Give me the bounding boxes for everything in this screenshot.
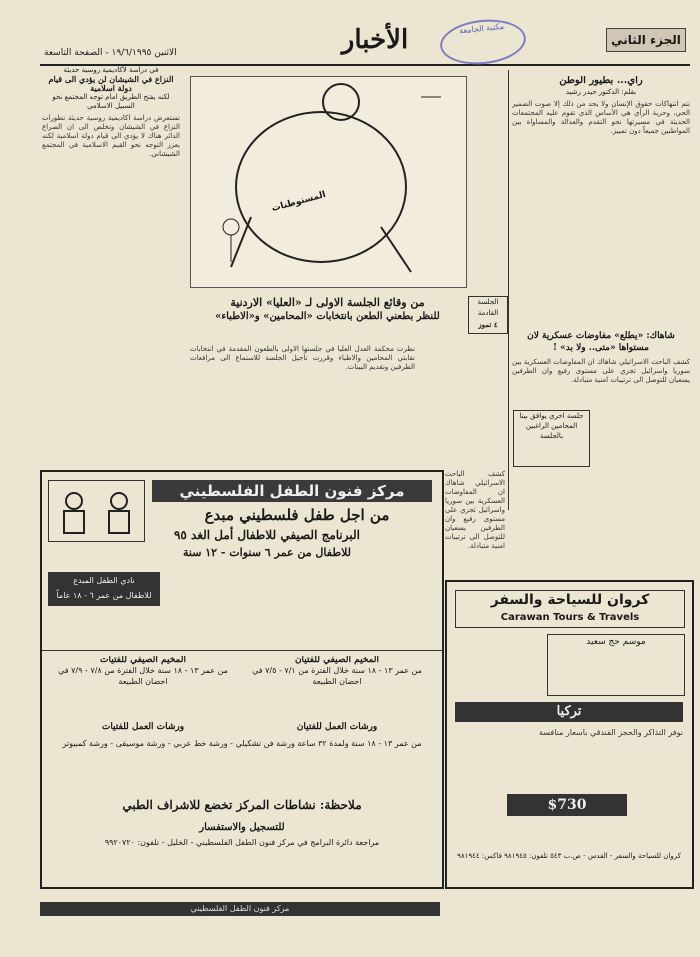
ad-contact: مراجعة دائرة البرامج في مركز فنون الطفل الفلسطيني - الخليل - تلفون: ٩٩٢٠٧٢٠: [104, 838, 380, 847]
cartoon-drawing: [191, 77, 466, 287]
right-article-title: رأي... بطيور الوطن: [559, 76, 643, 86]
right-middle-title: شاهاك: «يطلع» مفاوضات عسكرية لان مستواها «متى.. ولا بد» !: [527, 331, 675, 353]
left-article-title: النزاع في الشيشان لن يؤدي الى قيام دولة اسلامية: [48, 74, 174, 93]
political-cartoon: [190, 76, 467, 288]
middle-article-title: من وقائع الجلسة الاولى لـ «العليا» الاردنية: [230, 296, 425, 309]
section-label: الجزء الثاني: [606, 28, 686, 52]
boys-camp: [242, 656, 432, 711]
ad-footer: مركز فنون الطفل الفلسطيني: [40, 902, 440, 916]
masthead: [40, 12, 690, 66]
middle-article-subtitle: للنظر بطعني الطعن بانتخابات «المحامين» و«الاطباء»: [215, 311, 440, 322]
middle-article-header: [190, 296, 465, 338]
workshop-text: من عمر ١٣ - ١٨ سنة ولمدة ٣٢ ساعة ورشة فن تشكيلي - ورشة خط عربي - ورشة موسيقى - ورشة كمبيوتر: [62, 739, 422, 748]
left-article-kicker: في دراسة لأكاديمية روسية حديثة: [63, 66, 159, 74]
girls-camp-text: من عمر ١٣ - ١٨ سنة خلال الفترة من ٧/٨ - ٧/٩ في احضان الطبيعة: [58, 666, 228, 686]
library-stamp: مكتبة الجامعة: [438, 16, 528, 69]
date-line: الاثنين ١٩/٦/١٩٩٥ - الصفحة التاسعة: [44, 48, 177, 58]
girls-camp: [48, 656, 238, 711]
travel-ad: [445, 580, 694, 889]
travel-footer: كروان للسياحة والسفر - القدس - ص.ب ٥٤٣ تلفون: ٩٨١٩٤٥ فاكس: ٩٨١٩٤٤: [457, 852, 681, 860]
girls-camp-title: المخيم الصيفي للفتيات: [100, 656, 186, 665]
travel-logo: [455, 590, 685, 628]
right-article-byline: بقلم: الدكتور حيدر رشيد: [565, 88, 637, 96]
trip-price: $730: [507, 794, 627, 816]
ad-divider: [42, 650, 442, 651]
next-session-box: [468, 296, 508, 334]
left-article-subtitle: لكنه يفتح الطريق امام توجه المجتمع نحو السبيل الاسلامي: [52, 93, 170, 110]
travel-offer: نوفر التذاكر والحجز الفندقي باسعار منافسة: [538, 728, 683, 737]
club-box: [48, 572, 160, 606]
ad-logo: [48, 480, 145, 542]
right-middle-body: كشف الباحث الاسرائيلي شاهاك ان المفاوضات العسكرية بين سوريا واسرائيل تجري على مستوى رفيع وان الطرفين يسعيان للتوصل الى ترتيبات امنية متبادلة.: [512, 358, 690, 384]
boys-workshop-title: ورشات العمل للفتيان: [296, 722, 378, 732]
next-session-date: ٤ تموز: [478, 320, 498, 329]
ad-headline: من اجل طفل فلسطيني مبدع: [204, 506, 390, 524]
right-article: [512, 76, 690, 316]
travel-name-en: Carawan Tours & Travels: [500, 612, 640, 623]
children-arts-ad: [40, 470, 444, 889]
cartoon-label: المستوطنات: [270, 189, 327, 215]
ad-org-banner: مركز فنون الطفل الفلسطيني: [152, 480, 432, 502]
trip-title: تركيا: [455, 702, 683, 722]
middle-article-body: نظرت محكمة العدل العليا في جلستها الاولى بالطعون المقدمة في انتخابات نقابتي المحامين والاطباء وقررت تأجيل الجلسة للاستماع الى مرافعات الطرفين وتقديم البينات.: [190, 345, 415, 371]
girls-workshop-title: ورشات العمل للفتيات: [101, 722, 185, 732]
travel-name-ar: كروان للسياحة والسفر: [490, 592, 650, 608]
next-session-label: الجلسة القادمة: [477, 298, 499, 317]
travel-tagline: موسم حج سعيد: [547, 634, 685, 696]
right-article-body: تتم انتهاكات حقوق الإنسان ولا يحد من ذلك إلا صوت الضمير الحي، وحرية الرأي هي الأساس الذي تقوم عليه المجتمعات الحديثة في مسيرتها نحو التقدم والعدالة والمساواة بين المواطنين جميعاً دون تمييز.: [512, 100, 690, 135]
small-note-box: جلسة اخرى يوافق بينا المحامين الراغبين بالجلسة: [513, 410, 590, 467]
ad-ages: للاطفال من عمر ٦ سنوات - ١٢ سنة: [182, 546, 352, 559]
boys-camp-title: المخيم الصيفي للفتيان: [294, 656, 380, 665]
ad-program: البرنامج الصيفي للاطفال أمل الغد ٩٥: [173, 528, 360, 542]
club-ages: للاطفال من عمر ٦ - ١٨ عاماً: [56, 591, 152, 600]
column-divider: [508, 70, 509, 510]
boys-camp-text: من عمر ١٣ - ١٨ سنة خلال الفترة من ٧/١ - ٧/٥ في احضان الطبيعة: [252, 666, 422, 686]
children-logo-icon: [49, 481, 144, 541]
club-title: نادي الطفل المبدع: [73, 576, 135, 585]
lower-middle-text: كشف الباحث الاسرائيلي شاهاك ان المفاوضات العسكرية بين سوريا واسرائيل تجري على مستوى رفيع وان الطرفين يسعيان للتوصل الى ترتيبات امنية متبادلة.: [445, 470, 505, 550]
ad-note: ملاحظة: نشاطات المركز تخضع للاشراف الطبي: [122, 798, 362, 812]
left-article-body: تستعرض دراسة اكاديمية روسية حديثة تطورات النزاع في الشيشان وتخلص الى ان الصراع الدائر هناك لا يؤدي الى قيام دولة اسلامية لكنه يعزز التوجه نحو القيم الاسلامية في المجتمع الشيشاني.: [42, 114, 180, 158]
ad-register: للتسجيل والاستفسار: [199, 822, 285, 833]
left-article: [42, 66, 180, 461]
newspaper-logo: الأخبار: [341, 25, 409, 55]
